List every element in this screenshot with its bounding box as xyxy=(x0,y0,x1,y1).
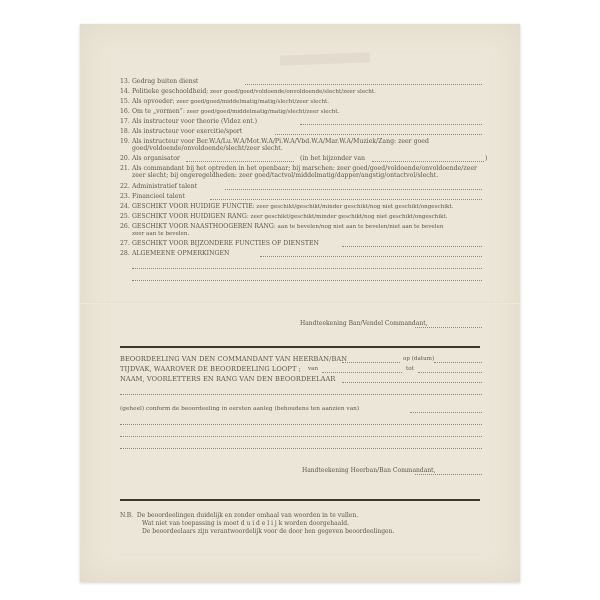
assessor-name-field[interactable] xyxy=(342,382,482,383)
period-heading: TIJDVAK, WAAROVER DE BEOORDEELING LOOPT ; xyxy=(120,365,301,373)
item-23: 23. Financieel talent xyxy=(120,193,185,200)
answer-line-20[interactable] xyxy=(186,161,294,162)
signature-label-heerban: Handteekening Heerban/Ban Commandant, xyxy=(302,467,436,474)
date-label: op (datum) xyxy=(403,356,435,362)
item-22: 22. Administratief talent xyxy=(120,183,198,190)
period-from-field[interactable] xyxy=(322,372,402,373)
date-field[interactable] xyxy=(434,362,482,363)
answer-line-20-specification[interactable] xyxy=(372,161,484,162)
period-from-label: van xyxy=(308,366,319,372)
heerban-assessment-line[interactable] xyxy=(342,362,400,363)
answer-line-28[interactable] xyxy=(260,256,482,257)
conform-line-2[interactable] xyxy=(120,424,482,425)
signature-label-ban-vendel: Handteekening Ban/Vendel Commandant, xyxy=(300,320,428,327)
item-15: 15. Als opvoeder; zeer goed/goed/middelmatig/matig/slecht/zeer slecht. xyxy=(120,98,330,105)
item-27: 27. GESCHIKT VOOR BIJZONDERE FUNCTIES OF DIENSTEN xyxy=(120,240,319,247)
answer-line-22[interactable] xyxy=(225,189,482,190)
assessor-name-field-2[interactable] xyxy=(120,394,482,395)
conform-line-1[interactable] xyxy=(410,412,482,413)
item-16: 16. Om te „vormen”: zeer goed/goed/middelmatig/matig/slecht/zeer slecht. xyxy=(120,108,340,115)
remarks-line-3[interactable] xyxy=(132,280,482,281)
answer-line-27[interactable] xyxy=(342,246,482,247)
signature-line-ban-vendel[interactable] xyxy=(415,327,482,328)
item-21: 21. Als commandant bij het optreden in het openbaar; bij marschen: zeer goed/goed/voldoende/onvoldoende/zeer xyxy=(120,165,477,172)
conform-line-4[interactable] xyxy=(120,448,482,449)
faded-heading-mark xyxy=(280,52,370,65)
conform-statement: (geheel) conform de beoordeeling in eersten aanleg (behoudens ten aanzien van) xyxy=(120,406,360,412)
signature-line-heerban[interactable] xyxy=(415,474,482,475)
item-19-continued: goed/voldoende/onvoldoende/slecht/zeer slecht. xyxy=(132,145,283,152)
item-20: 20. Als organisator xyxy=(120,155,180,162)
item-20-specification-label: (in het bijzonder van xyxy=(300,155,365,162)
answer-line-13[interactable] xyxy=(245,84,482,85)
form-sheet: 13. Gedrag buiten dienst 14. Politieke geschooldheid; zeer goed/goed/voldoende/onvoldoende/slecht/zeer slecht. 15. Als opvoeder; zeer goed/goed/middelmatig/matig/slecht/zeer slecht. 16. Om te „vormen”: zeer goed/goed/middelmatig/matig/slecht/zeer slecht. 17. Als instructeur voor theorie (Videz ent.) 18. Als instructeur voor exercitie/sport 19. Als instructeur voor Ber.W.A/Lu.W.A/Mot.W.A/Pi.W.A/Vbd.W.A/Mar.W.A/Muziek/Zang: zeer goed goed/voldoende/onvoldoende/slecht/zeer slecht. 20. Als organisator (in het bijzonder van ) 21. Als commandant bij het optreden in het openbaar; bij marschen: zeer goed/goed/voldoende/onvoldoende/zeer zeer slecht; bij ongeregeldheden: zeer goed/tactvol/middelmatig/dapper/angstig/ontactvol/slecht. 22. Administratief talent 23. Financieel talent 24. GESCHIKT VOOR HUIDIGE FUNCTIE: zeer geschikt/geschikt/minder geschikt/nog niet geschikt/ongeschikt. 25. GESCHIKT VOOR HUIDIGEN RANG: zeer geschikt/geschikt/minder geschikt/nog niet geschikt/ongeschikt. 26. GESCHIKT VOOR NAASTHOOGEREN RANG: aan te bevelen/nog niet aan te bevelen/niet aan te bevelen zeer aan te bevelen. 27. GESCHIKT VOOR BIJZONDERE FUNCTIES OF DIENSTEN 28. ALGEMEENE OPMERKINGEN Handteekening Ban/Vendel Commandant, BEOORDEELING VAN DEN COMMANDANT VAN HEERBAN/BAN op (datum) TIJDVAK, WAAROVER DE BEOORDEELING LOOPT ; van tot NAAM, VOORLETTERS EN RANG VAN DEN BEOORDEELAAR (geheel) conform de beoordeeling in eersten aanleg (behoudens ten aanzien van) Handteekening Heerban/Ban Commandant, N.B. De beoordeelingen duidelijk en zonder omhaal van woorden in te vullen. Wat niet van toepassing is moet d u i d e l i j k worden doorgehaald. De beoordeelaars zijn verantwoordelijk voor de door hen gegeven beoordeelingen. xyxy=(80,24,520,582)
answer-line-23[interactable] xyxy=(210,199,482,200)
item-14: 14. Politieke geschooldheid; zeer goed/goed/voldoende/onvoldoende/slecht/zeer slecht. xyxy=(120,88,376,95)
item-13: 13. Gedrag buiten dienst xyxy=(120,78,199,85)
note-line-3: De beoordeelaars zijn verantwoordelijk voor de door hen gegeven beoordeelingen. xyxy=(142,528,395,535)
answer-line-17[interactable] xyxy=(300,124,482,125)
conform-line-3[interactable] xyxy=(120,436,482,437)
note-line-2: Wat niet van toepassing is moet d u i d e l i j k worden doorgehaald. xyxy=(142,520,349,527)
item-24: 24. GESCHIKT VOOR HUIDIGE FUNCTIE: zeer geschikt/geschikt/minder geschikt/nog niet geschikt/ongeschikt. xyxy=(120,203,454,210)
item-28: 28. ALGEMEENE OPMERKINGEN xyxy=(120,250,230,257)
heerban-assessment-heading: BEOORDEELING VAN DEN COMMANDANT VAN HEERBAN/BAN xyxy=(120,355,348,363)
note-label: N.B. xyxy=(120,512,134,519)
assessor-name-heading: NAAM, VOORLETTERS EN RANG VAN DEN BEOORDEELAAR xyxy=(120,375,336,383)
remarks-line-2[interactable] xyxy=(132,268,482,269)
section-divider-bottom xyxy=(120,499,480,501)
item-19: 19. Als instructeur voor Ber.W.A/Lu.W.A/Mot.W.A/Pi.W.A/Vbd.W.A/Mar.W.A/Muziek/Zang: zeer goed xyxy=(120,138,429,145)
item-25: 25. GESCHIKT VOOR HUIDIGEN RANG: zeer geschikt/geschikt/minder geschikt/nog niet geschikt/ongeschikt. xyxy=(120,213,448,220)
answer-line-18[interactable] xyxy=(275,134,482,135)
item-17: 17. Als instructeur voor theorie (Videz ent.) xyxy=(120,118,258,125)
item-21-continued: zeer slecht; bij ongeregeldheden: zeer goed/tactvol/middelmatig/dapper/angstig/ontactvol/slecht. xyxy=(132,172,439,179)
period-to-field[interactable] xyxy=(418,372,482,373)
item-26-continued: zeer aan te bevelen. xyxy=(132,231,190,237)
paper-fold xyxy=(80,302,520,304)
item-26: 26. GESCHIKT VOOR NAASTHOOGEREN RANG: aan te bevelen/nog niet aan te bevelen/niet aan te bevelen xyxy=(120,223,444,230)
section-divider-top xyxy=(120,346,480,348)
period-to-label: tot xyxy=(406,366,414,372)
note-line-1: N.B. De beoordeelingen duidelijk en zonder omhaal van woorden in te vullen. xyxy=(120,512,359,519)
item-18: 18. Als instructeur voor exercitie/sport xyxy=(120,128,243,135)
